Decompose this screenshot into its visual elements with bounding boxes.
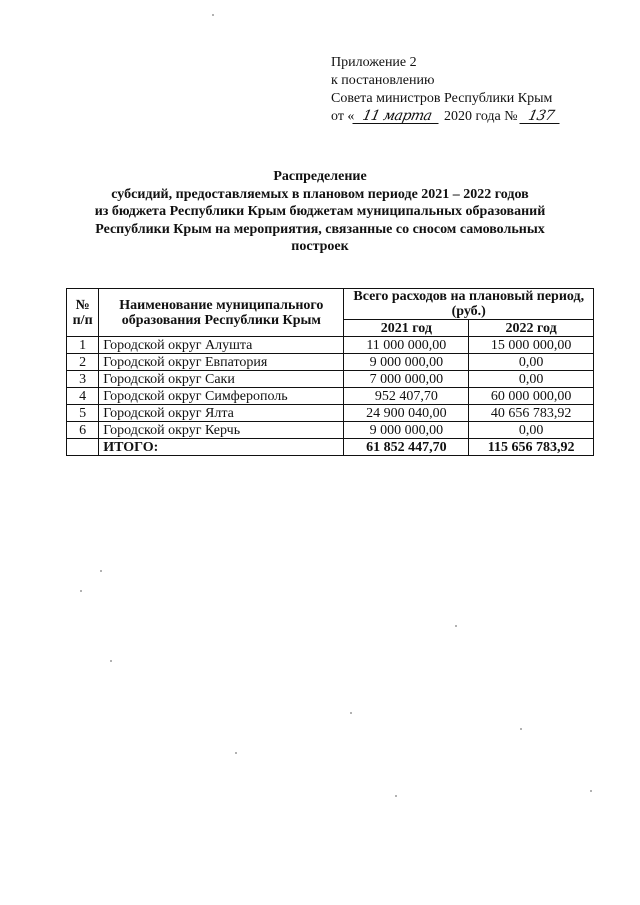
row-amount-2022: 0,00 bbox=[469, 354, 594, 371]
row-amount-2021: 9 000 000,00 bbox=[344, 422, 469, 439]
scan-speck bbox=[110, 660, 112, 662]
appendix-resolution-line: к постановлению bbox=[331, 73, 435, 88]
title-line-3: из бюджета Республики Крым бюджетам муниципальных образований bbox=[94, 204, 546, 219]
row-municipality: Городской округ Керчь bbox=[99, 422, 344, 439]
date-prefix: от « bbox=[331, 109, 355, 124]
scan-speck bbox=[100, 570, 102, 572]
scan-speck bbox=[455, 625, 457, 627]
table-row bbox=[67, 354, 594, 371]
scan-speck bbox=[212, 14, 214, 16]
table-total-row bbox=[67, 439, 594, 456]
header-year-2022: 2022 год bbox=[469, 320, 594, 337]
header-municipality: Наименование муниципального образования Республики Крым bbox=[99, 289, 344, 337]
row-number: 6 bbox=[67, 422, 99, 439]
row-municipality: Городской округ Алушта bbox=[99, 337, 344, 354]
appendix-council-line: Совета министров Республики Крым bbox=[331, 91, 553, 106]
appendix-header bbox=[331, 54, 601, 126]
scan-speck bbox=[350, 712, 352, 714]
appendix-date-line bbox=[331, 108, 601, 126]
total-number-empty bbox=[67, 439, 99, 456]
scan-speck bbox=[520, 728, 522, 730]
scan-speck bbox=[590, 790, 592, 792]
scan-speck bbox=[235, 752, 237, 754]
header-year-2021: 2021 год bbox=[344, 320, 469, 337]
title-line-4: Республики Крым на мероприятия, связанные со сносом самовольных bbox=[95, 221, 545, 237]
table-row bbox=[67, 405, 594, 422]
row-amount-2022: 0,00 bbox=[469, 371, 594, 388]
table-header-row bbox=[67, 289, 594, 320]
title-line-2: субсидий, предоставляемых в плановом периоде 2021 – 2022 годов bbox=[111, 186, 529, 202]
header-total-expenses: Всего расходов на плановый период, (руб.) bbox=[344, 289, 594, 320]
table-row bbox=[67, 388, 594, 405]
row-municipality: Городской округ Ялта bbox=[99, 405, 344, 422]
row-amount-2021: 24 900 040,00 bbox=[344, 405, 469, 422]
table-row bbox=[67, 337, 594, 354]
row-municipality: Городской округ Симферополь bbox=[99, 388, 344, 405]
handwritten-date: 11 марта bbox=[353, 109, 442, 124]
document-title bbox=[30, 168, 610, 256]
row-number: 4 bbox=[67, 388, 99, 405]
title-line-1: Распределение bbox=[273, 169, 367, 184]
total-label: ИТОГО: bbox=[99, 439, 344, 456]
header-number: № п/п bbox=[67, 289, 99, 337]
total-amount-2021: 61 852 447,70 bbox=[344, 439, 469, 456]
row-municipality: Городской округ Саки bbox=[99, 371, 344, 388]
handwritten-number: 137 bbox=[520, 109, 563, 124]
row-number: 2 bbox=[67, 354, 99, 371]
row-municipality: Городской округ Евпатория bbox=[99, 354, 344, 371]
row-amount-2022: 0,00 bbox=[469, 422, 594, 439]
row-amount-2022: 60 000 000,00 bbox=[469, 388, 594, 405]
row-number: 3 bbox=[67, 371, 99, 388]
subsidy-table bbox=[66, 288, 594, 456]
scan-speck bbox=[395, 795, 397, 797]
row-number: 1 bbox=[67, 337, 99, 354]
table-row bbox=[67, 422, 594, 439]
row-amount-2021: 9 000 000,00 bbox=[344, 354, 469, 371]
row-number: 5 bbox=[67, 405, 99, 422]
row-amount-2022: 40 656 783,92 bbox=[469, 405, 594, 422]
row-amount-2021: 952 407,70 bbox=[344, 388, 469, 405]
row-amount-2021: 7 000 000,00 bbox=[344, 371, 469, 388]
title-line-5: построек bbox=[291, 239, 349, 254]
date-suffix: 2020 года № bbox=[440, 109, 518, 124]
scan-speck bbox=[80, 590, 82, 592]
table-row bbox=[67, 371, 594, 388]
appendix-label: Приложение 2 bbox=[331, 55, 417, 70]
row-amount-2021: 11 000 000,00 bbox=[344, 337, 469, 354]
total-amount-2022: 115 656 783,92 bbox=[469, 439, 594, 456]
row-amount-2022: 15 000 000,00 bbox=[469, 337, 594, 354]
